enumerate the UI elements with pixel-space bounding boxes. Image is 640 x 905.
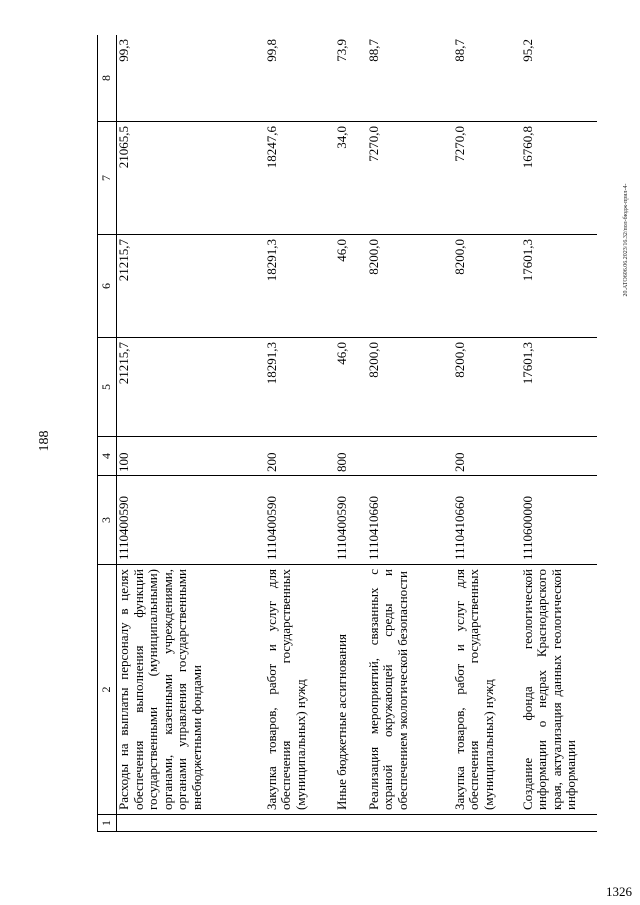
cell-value-5: 8200,0 bbox=[367, 338, 453, 437]
cell-description: Создание фонда геологической информации о недрах Краснодарского края, актуализация данных геологической информации bbox=[521, 565, 598, 815]
cell-type bbox=[367, 437, 453, 476]
table-row bbox=[117, 35, 265, 832]
cell-description: Расходы на выплаты персоналу в целях обеспечения выполнения функций государственными (муниципальными) органами, казенными учреждениями, органами управления государственными внебюджетными фондами bbox=[117, 565, 265, 815]
cell-col1 bbox=[117, 815, 265, 832]
cell-value-7: 7270,0 bbox=[453, 122, 521, 235]
cell-value-6: 8200,0 bbox=[453, 235, 521, 338]
cell-value-6: 8200,0 bbox=[367, 235, 453, 338]
cell-col1 bbox=[453, 815, 521, 832]
budget-table bbox=[97, 35, 597, 832]
cell-description: Закупка товаров, работ и услуг для обеспечения государственных (муниципальных) нужд bbox=[453, 565, 521, 815]
cell-col1 bbox=[265, 815, 335, 832]
header-cell: 5 bbox=[98, 338, 117, 437]
page-number: 188 bbox=[37, 430, 52, 452]
cell-col1 bbox=[521, 815, 598, 832]
cell-value-8: 88,7 bbox=[367, 35, 453, 122]
cell-value-8: 99,8 bbox=[265, 35, 335, 122]
table-row bbox=[265, 35, 335, 832]
rotated-table-container bbox=[97, 35, 597, 832]
cell-value-7: 16760,8 bbox=[521, 122, 598, 235]
cell-value-8: 95,2 bbox=[521, 35, 598, 122]
header-cell: 6 bbox=[98, 235, 117, 338]
cell-value-8: 99,3 bbox=[117, 35, 265, 122]
cell-value-8: 88,7 bbox=[453, 35, 521, 122]
cell-type: 800 bbox=[335, 437, 367, 476]
header-cell: 8 bbox=[98, 35, 117, 122]
cell-value-6: 46,0 bbox=[335, 235, 367, 338]
cell-description: Иные бюджетные ассигнования bbox=[335, 565, 367, 815]
cell-col1 bbox=[335, 815, 367, 832]
table-header-row bbox=[98, 35, 117, 832]
header-cell: 1 bbox=[98, 815, 117, 832]
cell-code: 1110600000 bbox=[521, 476, 598, 565]
cell-type: 100 bbox=[117, 437, 265, 476]
cell-type bbox=[521, 437, 598, 476]
cell-value-6: 18291,3 bbox=[265, 235, 335, 338]
table-row bbox=[335, 35, 367, 832]
cell-value-7: 21065,5 bbox=[117, 122, 265, 235]
cell-type: 200 bbox=[265, 437, 335, 476]
header-cell: 7 bbox=[98, 122, 117, 235]
cell-value-7: 18247,6 bbox=[265, 122, 335, 235]
table-row bbox=[521, 35, 598, 832]
table-row bbox=[453, 35, 521, 832]
cell-type: 200 bbox=[453, 437, 521, 476]
header-cell: 4 bbox=[98, 437, 117, 476]
cell-value-7: 34,0 bbox=[335, 122, 367, 235]
footer-number: 1326 bbox=[606, 884, 632, 899]
cell-code: 1110400590 bbox=[335, 476, 367, 565]
cell-value-5: 46,0 bbox=[335, 338, 367, 437]
cell-code: 1110400590 bbox=[265, 476, 335, 565]
header-cell: 2 bbox=[98, 565, 117, 815]
cell-value-5: 8200,0 bbox=[453, 338, 521, 437]
cell-code: 1110400590 bbox=[117, 476, 265, 565]
cell-code: 1110410660 bbox=[453, 476, 521, 565]
cell-description: Закупка товаров, работ и услуг для обеспечения государственных (муниципальных) нужд bbox=[265, 565, 335, 815]
header-cell: 3 bbox=[98, 476, 117, 565]
cell-description: Реализация мероприятий, связанных с охраной окружающей среды и обеспечением экологической безопасности bbox=[367, 565, 453, 815]
cell-value-6: 21215,7 bbox=[117, 235, 265, 338]
cell-value-5: 18291,3 bbox=[265, 338, 335, 437]
cell-value-8: 73,9 bbox=[335, 35, 367, 122]
side-stamp bbox=[614, 50, 638, 430]
cell-value-5: 17601,3 bbox=[521, 338, 598, 437]
cell-value-5: 21215,7 bbox=[117, 338, 265, 437]
side-stamp-text: 20.АТО606.06.2023/16.32/пол-бюдж-прил-4- bbox=[623, 183, 629, 297]
cell-code: 1110410660 bbox=[367, 476, 453, 565]
rotated-table-area bbox=[97, 35, 597, 832]
cell-col1 bbox=[367, 815, 453, 832]
cell-value-7: 7270,0 bbox=[367, 122, 453, 235]
table-row bbox=[367, 35, 453, 832]
cell-value-6: 17601,3 bbox=[521, 235, 598, 338]
